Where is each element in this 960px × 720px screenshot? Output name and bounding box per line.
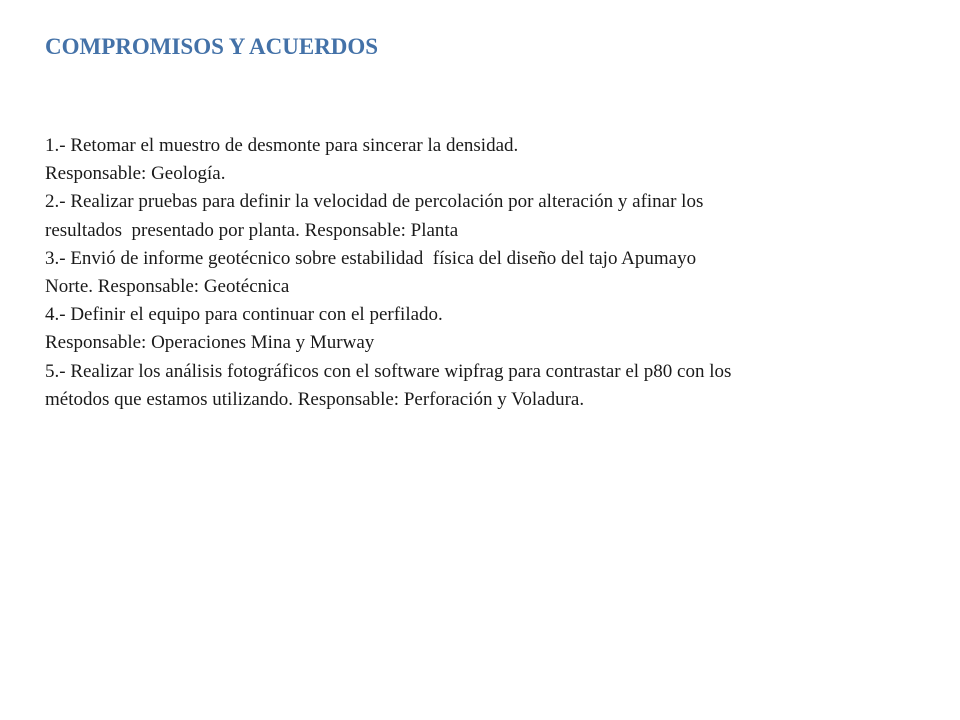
agreement-5-text: 5.- Realizar los análisis fotográficos con el software wipfrag para contrastar el p80 con los [45,360,732,382]
agreement-4-text: 4.- Definir el equipo para continuar con el perfilado. [45,304,443,326]
agreement-1-responsible: Responsable: Geología. [45,163,226,185]
agreement-5-responsible: métodos que estamos utilizando. Responsable: Perforación y Voladura. [45,388,585,410]
agreement-3-text: 3.- Envió de informe geotécnico sobre estabilidad física del diseño del tajo Apumayo [45,247,697,269]
agreement-3-responsible: Norte. Responsable: Geotécnica [45,276,290,298]
slide-title: COMPROMISOS Y ACUERDOS [45,34,379,59]
agreements-list [45,132,935,414]
agreement-2-responsible: resultados presentado por planta. Responsable: Planta [45,219,459,241]
agreement-4-responsible: Responsable: Operaciones Mina y Murway [45,332,375,354]
agreement-1-text: 1.- Retomar el muestro de desmonte para sincerar la densidad. [45,135,519,156]
agreement-2-text: 2.- Realizar pruebas para definir la velocidad de percolación por alteración y afinar los [45,191,704,213]
